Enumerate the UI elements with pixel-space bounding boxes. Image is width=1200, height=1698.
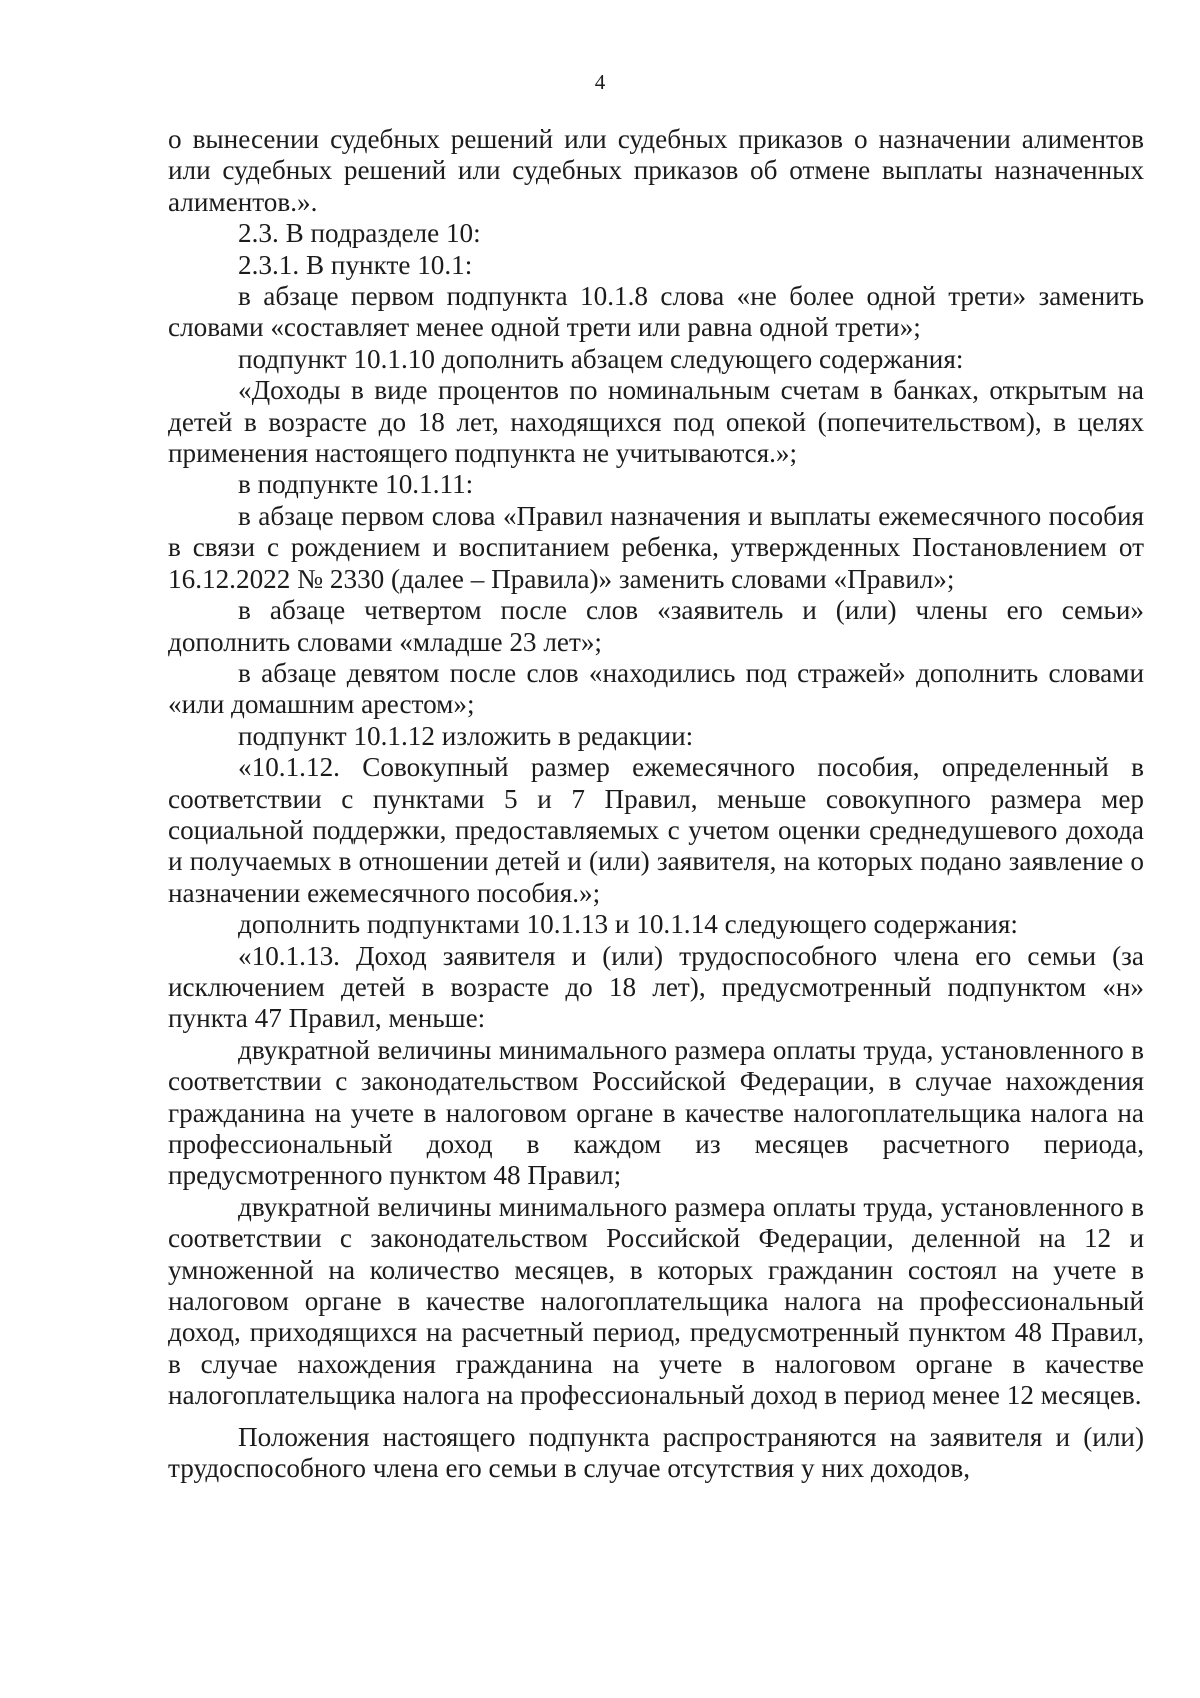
paragraph-add-10-1-13-14: дополнить подпунктами 10.1.13 и 10.1.14 следующего содержания: bbox=[238, 909, 1018, 940]
paragraph-2-3-1: 2.3.1. В пункте 10.1: bbox=[238, 249, 473, 280]
paragraph-10-1-8: в абзаце первом подпункта 10.1.8 слова «не более одной трети» заменить словами «составляет менее одной трети или равна одной трети»; bbox=[168, 281, 1144, 343]
paragraph-10-1-11-fourth: в абзаце четвертом после слов «заявитель и (или) члены его семьи» дополнить словами «младше 23 лет»; bbox=[168, 595, 1144, 657]
paragraph-10-1-10-text: «Доходы в виде процентов по номинальным счетам в банках, открытым на детей в возрасте до 18 лет, находящихся под опекой (попечительством), в целях применения настоящего подпункта не учитываются.»; bbox=[168, 375, 1144, 469]
paragraph-double-mrot-1: двукратной величины минимального размера оплаты труда, установленного в соответствии с законодательством Российской Федерации, в случае нахождения гражданина на учете в налоговом органе в качестве налогоплательщика налога на профессиональный доход в каждом из месяцев расчетного периода, предусмотренного пунктом 48 Правил; bbox=[168, 1034, 1144, 1191]
paragraph-double-mrot-2: двукратной величины минимального размера оплаты труда, установленного в соответствии с законодательством Российской Федерации, деленной на 12 и умноженной на количество месяцев, в которых гражданин состоял на учете в налоговом органе в качестве налогоплательщика налога на профессиональный доход, приходящихся на расчетный период, предусмотренный пунктом 48 Правил, в случае нахождения гражданина на учете в налоговом органе в качестве налогоплательщика налога на профессиональный доход в период менее 12 месяцев. bbox=[168, 1191, 1144, 1411]
paragraph-provisions: Положения настоящего подпункта распространяются на заявителя и (или) трудоспособного члена его семьи в случае отсутствия у них доходов, bbox=[168, 1421, 1144, 1484]
paragraph-10-1-12: подпункт 10.1.12 изложить в редакции: bbox=[238, 720, 694, 751]
paragraph-2-3: 2.3. В подразделе 10: bbox=[238, 218, 481, 249]
paragraph-continuation: о вынесении судебных решений или судебных приказов о назначении алиментов или судебных решений или судебных приказов об отмене выплаты назначенных алиментов.». bbox=[168, 124, 1144, 217]
paragraph-10-1-12-text: «10.1.12. Совокупный размер ежемесячного пособия, определенный в соответствии с пунктами 5 и 7 Правил, меньше совокупного размера мер социальной поддержки, предоставляемых с учетом оценки среднедушевого дохода и получаемых в отношении детей и (или) заявителя, на которых подано заявление о назначении ежемесячного пособия.»; bbox=[168, 752, 1144, 908]
document-body bbox=[168, 124, 1144, 1484]
paragraph-10-1-11-ninth: в абзаце девятом после слов «находились под стражей» дополнить словами «или домашним арестом»; bbox=[168, 657, 1144, 720]
paragraph-10-1-13-text: «10.1.13. Доход заявителя и (или) трудоспособного члена его семьи (за исключением детей в возрасте до 18 лет), предусмотренный подпунктом «н» пункта 47 Правил, меньше: bbox=[168, 940, 1144, 1034]
paragraph-10-1-11: в подпункте 10.1.11: bbox=[238, 469, 474, 500]
paragraph-10-1-11-first: в абзаце первом слова «Правил назначения и выплаты ежемесячного пособия в связи с рождением и воспитанием ребенка, утвержденных Постановлением от 16.12.2022 № 2330 (далее – Правила)» заменить словами «Правил»; bbox=[168, 500, 1144, 594]
paragraph-10-1-10: подпункт 10.1.10 дополнить абзацем следующего содержания: bbox=[238, 343, 964, 374]
page-number: 4 bbox=[594, 70, 606, 94]
